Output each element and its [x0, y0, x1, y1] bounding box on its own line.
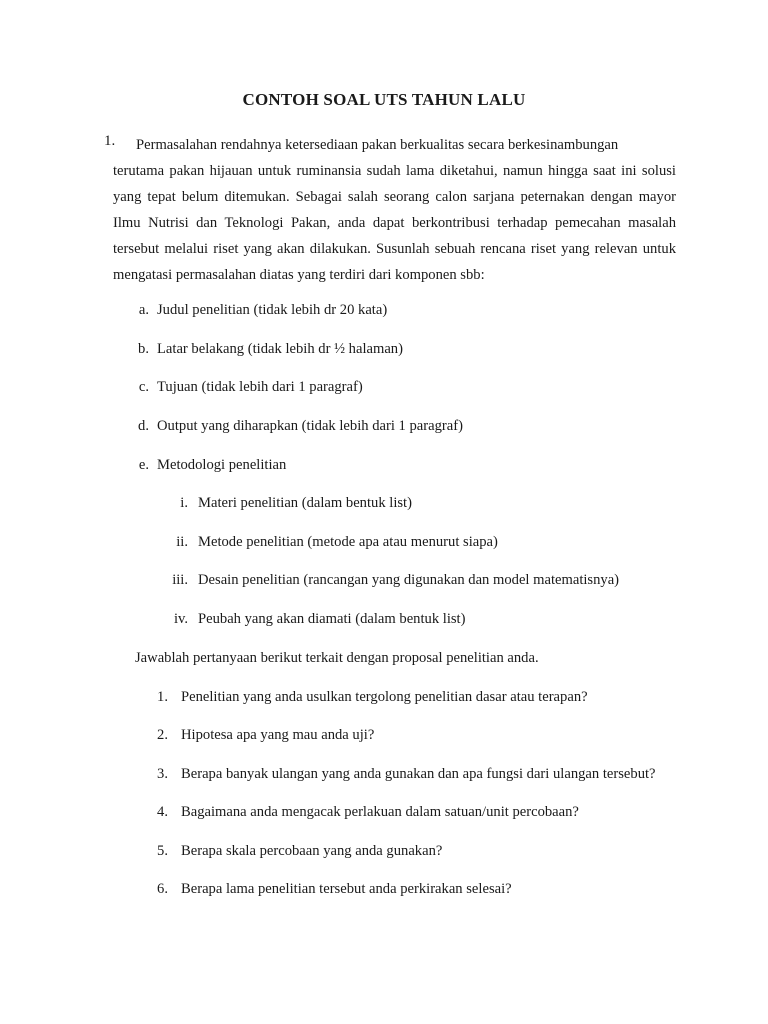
list-text: Bagaimana anda mengacak perlakuan dalam satuan/unit percobaan?: [181, 804, 579, 820]
list-text: Peubah yang akan diamati (dalam bentuk list): [198, 611, 466, 627]
list-marker: iii.: [172, 572, 188, 588]
list-marker: 3.: [157, 766, 168, 782]
list-marker: ii.: [176, 534, 188, 550]
list-text: Berapa lama penelitian tersebut anda perkirakan selesai?: [181, 881, 512, 897]
list-marker: i.: [180, 495, 188, 511]
list-text: Judul penelitian (tidak lebih dr 20 kata): [157, 302, 388, 318]
list-text: Hipotesa apa yang mau anda uji?: [181, 727, 375, 743]
list-text: Latar belakang (tidak lebih dr ½ halaman): [157, 341, 403, 357]
list-marker: iv.: [173, 611, 188, 627]
instruction-text: Jawablah pertanyaan berikut terkait dengan proposal penelitian anda.: [135, 650, 539, 666]
list-marker: 4.: [157, 804, 168, 820]
list-text: Berapa skala percobaan yang anda gunakan?: [181, 843, 443, 859]
list-text: Metode penelitian (metode apa atau menurut siapa): [198, 534, 498, 550]
question-number: 1.: [104, 133, 116, 149]
list-marker: 6.: [157, 881, 168, 897]
list-text: Output yang diharapkan (tidak lebih dari 1 paragraf): [157, 418, 463, 434]
list-text: Metodologi penelitian: [157, 457, 287, 473]
question-intro: [113, 132, 676, 288]
list-text: Materi penelitian (dalam bentuk list): [198, 495, 412, 511]
list-text: Tujuan (tidak lebih dari 1 paragraf): [157, 379, 363, 395]
list-text: Berapa banyak ulangan yang anda gunakan dan apa fungsi dari ulangan tersebut?: [181, 766, 656, 782]
list-marker: 2.: [157, 727, 168, 743]
list-marker: e.: [138, 457, 149, 473]
list-marker: 5.: [157, 843, 168, 859]
list-text: Desain penelitian (rancangan yang digunakan dan model matematisnya): [198, 572, 620, 588]
list-marker: d.: [138, 418, 149, 434]
page-title: CONTOH SOAL UTS TAHUN LALU: [242, 90, 526, 109]
list-marker: b.: [138, 341, 149, 357]
question-intro-body: terutama pakan hijauan untuk ruminansia sudah lama diketahui, namun hingga saat ini solusi yang tepat belum ditemukan. Sebagai salah seorang calon sarjana peternakan dengan mayor Ilmu Nutrisi dan Teknologi Pakan, anda dapat berkontribusi terhadap pemecahan masalah tersebut melalui riset yang akan dilakukan. Susunlah sebuah rencana riset yang relevan untuk mengatasi permasalahan diatas yang terdiri dari komponen sbb:: [113, 163, 676, 283]
list-marker: a.: [138, 302, 149, 318]
list-marker: 1.: [157, 689, 168, 705]
question-intro-first-line: Permasalahan rendahnya ketersediaan pakan berkualitas secara berkesinambungan: [136, 137, 619, 153]
list-marker: c.: [138, 379, 149, 395]
list-text: Penelitian yang anda usulkan tergolong penelitian dasar atau terapan?: [181, 689, 588, 705]
